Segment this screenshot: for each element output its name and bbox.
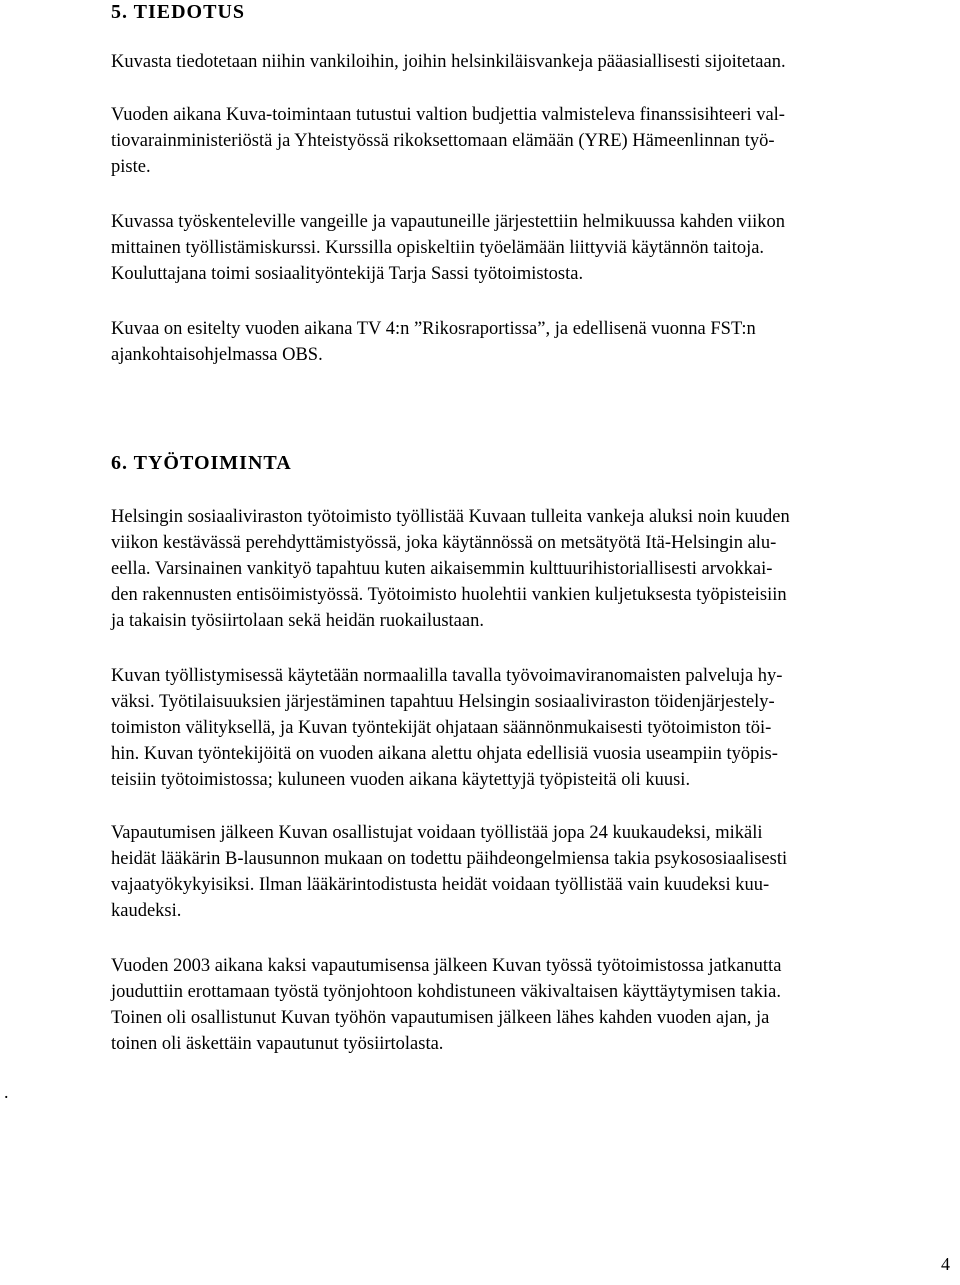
text-line: piste. bbox=[111, 157, 151, 177]
margin-mark: . bbox=[4, 1082, 9, 1102]
text-line: Vapautumisen jälkeen Kuvan osallistujat voidaan työllistää jopa 24 kuukaudeksi, mikäli bbox=[111, 823, 763, 843]
text-line: väksi. Työtilaisuuksien järjestäminen tapahtuu Helsingin sosiaaliviraston töidenjärjestely- bbox=[111, 692, 775, 712]
section-6-paragraph-4 bbox=[111, 953, 951, 1057]
text-line: teisiin työtoimistossa; kuluneen vuoden aikana käytettyjä työpisteitä oli kuusi. bbox=[111, 770, 691, 790]
text-line: Vuoden aikana Kuva-toimintaan tutustui valtion budjettia valmisteleva finanssisihteeri val- bbox=[111, 105, 785, 125]
section-5-paragraph-3 bbox=[111, 209, 951, 287]
text-line: heidät lääkärin B-lausunnon mukaan on todettu päihdeongelmiensa takia psykososiaalisesti bbox=[111, 849, 788, 869]
page-number: 4 bbox=[941, 1254, 950, 1274]
text-line: Kuvaa on esitelty vuoden aikana TV 4:n ”Rikosraportissa”, ja edellisenä vuonna FST:n bbox=[111, 319, 756, 339]
text-line: ja takaisin työsiirtolaan sekä heidän ruokailustaan. bbox=[111, 611, 484, 631]
text-line: viikon kestävässä perehdyttämistyössä, joka käytännössä on metsätyötä Itä-Helsingin alu- bbox=[111, 533, 777, 553]
section-5-heading: 5. TIEDOTUS bbox=[111, 1, 246, 23]
text-line: toinen oli äskettäin vapautunut työsiirtolasta. bbox=[111, 1034, 444, 1054]
text-line: toimiston välityksellä, ja Kuvan työntekijät ohjataan säännönmukaisesti työtoimiston töi- bbox=[111, 718, 772, 738]
text-line: eella. Varsinainen vankityö tapahtuu kuten aikaisemmin kulttuurihistoriallisesti arvokkai- bbox=[111, 559, 773, 579]
text-line: Toinen oli osallistunut Kuvan työhön vapautumisen jälkeen lähes kahden vuoden ajan, ja bbox=[111, 1008, 770, 1028]
section-5-paragraph-2 bbox=[111, 102, 951, 180]
section-6-paragraph-2 bbox=[111, 663, 951, 793]
text-line: Kuvassa työskenteleville vangeille ja vapautuneille järjestettiin helmikuussa kahden viikon bbox=[111, 212, 786, 232]
text-line: Helsingin sosiaaliviraston työtoimisto työllistää Kuvaan tulleita vankeja aluksi noin kuuden bbox=[111, 507, 790, 527]
section-6-paragraph-3 bbox=[111, 820, 951, 924]
section-5-paragraph-1 bbox=[111, 49, 951, 75]
section-6-paragraph-1 bbox=[111, 504, 951, 634]
text-line: hin. Kuvan työntekijöitä on vuoden aikana alettu ohjata edellisiä vuosia useampiin työpis- bbox=[111, 744, 778, 764]
text-line: mittainen työllistämiskurssi. Kurssilla opiskeltiin työelämään liittyviä käytännön taitoja. bbox=[111, 238, 765, 258]
section-6-heading: 6. TYÖTOIMINTA bbox=[111, 452, 292, 474]
text-line: vajaatyökykyisiksi. Ilman lääkärintodistusta heidät voidaan työllistää vain kuudeksi kuu- bbox=[111, 875, 770, 895]
text-line: Kuvasta tiedotetaan niihin vankiloihin, joihin helsinkiläisvankeja pääasiallisesti sijoitetaan. bbox=[111, 52, 786, 72]
text-line: Vuoden 2003 aikana kaksi vapautumisensa jälkeen Kuvan työssä työtoimistossa jatkanutta bbox=[111, 956, 782, 976]
text-line: ajankohtaisohjelmassa OBS. bbox=[111, 345, 323, 365]
text-line: kaudeksi. bbox=[111, 901, 182, 921]
text-line: Kouluttajana toimi sosiaalityöntekijä Tarja Sassi työtoimistosta. bbox=[111, 264, 584, 284]
text-line: tiovarainministeriöstä ja Yhteistyössä rikoksettomaan elämään (YRE) Hämeenlinnan työ- bbox=[111, 131, 775, 151]
section-5-paragraph-4 bbox=[111, 316, 951, 368]
text-line: jouduttiin erottamaan työstä työnjohtoon kohdistuneen väkivaltaisen käyttäytymisen takia. bbox=[111, 982, 781, 1002]
text-line: Kuvan työllistymisessä käytetään normaalilla tavalla työvoimaviranomaisten palveluja hy- bbox=[111, 666, 783, 686]
text-line: den rakennusten entisöimistyössä. Työtoimisto huolehtii vankien kuljetuksesta työpisteisiin bbox=[111, 585, 787, 605]
